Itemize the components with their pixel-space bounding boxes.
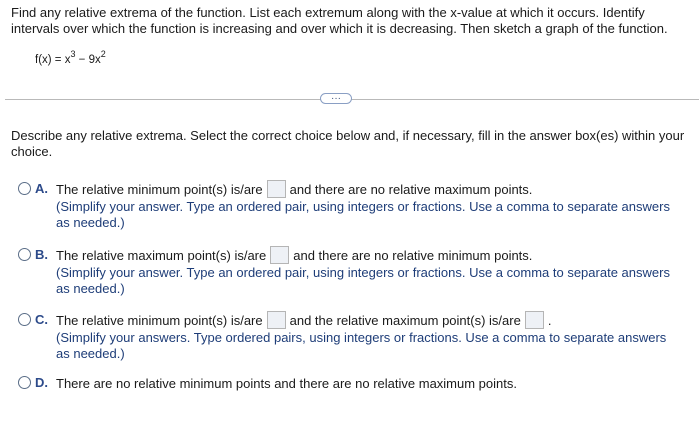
radio-a[interactable] <box>18 182 31 195</box>
function-expression <box>35 48 106 67</box>
question-text: Find any relative extrema of the function. List each extremum along with the x-value at which it occurs. Identify intervals over which the function is increasing and over which it is decreasing. Then sketch a graph of the function. <box>11 5 668 36</box>
function-term: − 9x <box>75 53 101 66</box>
section-divider <box>5 99 699 100</box>
radio-b[interactable] <box>18 248 31 261</box>
answer-box-c-min[interactable] <box>267 311 286 329</box>
choice-letter-a: A. <box>35 181 48 196</box>
radio-c[interactable] <box>18 313 31 326</box>
choice-c-middle: and the relative maximum point(s) is/are <box>289 313 521 328</box>
choice-a-after: and there are no relative maximum points. <box>289 182 533 197</box>
function-exponent-3: 3 <box>70 49 76 59</box>
choice-letter-c: C. <box>35 312 48 327</box>
choice-b-before: The relative maximum point(s) is/are <box>56 248 267 263</box>
answer-box-c-max[interactable] <box>525 311 544 329</box>
choice-a-before: The relative minimum point(s) is/are <box>56 182 263 197</box>
choice-letter-d: D. <box>35 375 48 390</box>
choice-letter-b: B. <box>35 247 48 262</box>
answer-box-b[interactable] <box>270 246 289 264</box>
choice-c-before: The relative minimum point(s) is/are <box>56 313 263 328</box>
choice-b-hint: (Simplify your answer. Type an ordered pair, using integers or fractions. Use a comma to separate answers as needed.) <box>56 265 670 296</box>
choice-b-after: and there are no relative minimum points. <box>293 248 533 263</box>
choice-c-hint: (Simplify your answers. Type ordered pairs, using integers or fractions. Use a comma to separate answers as needed.) <box>56 330 667 361</box>
function-base: f(x) = x <box>35 53 71 66</box>
choice-d-statement: There are no relative minimum points and there are no relative maximum points. <box>56 376 517 391</box>
radio-d[interactable] <box>18 376 31 389</box>
choice-a-hint: (Simplify your answer. Type an ordered pair, using integers or fractions. Use a comma to separate answers as needed.) <box>56 199 670 230</box>
choice-c-after: . <box>547 313 552 328</box>
answer-box-a[interactable] <box>267 180 286 198</box>
function-exponent-2: 2 <box>100 49 106 59</box>
choice-a-statement <box>56 182 532 198</box>
prompt-text: Describe any relative extrema. Select the correct choice below and, if necessary, fill in the answer box(es) within your choice. <box>11 128 685 159</box>
expand-more-button[interactable]: ··· <box>320 93 352 104</box>
choice-c-statement <box>56 313 551 329</box>
choice-b-statement <box>56 248 532 264</box>
